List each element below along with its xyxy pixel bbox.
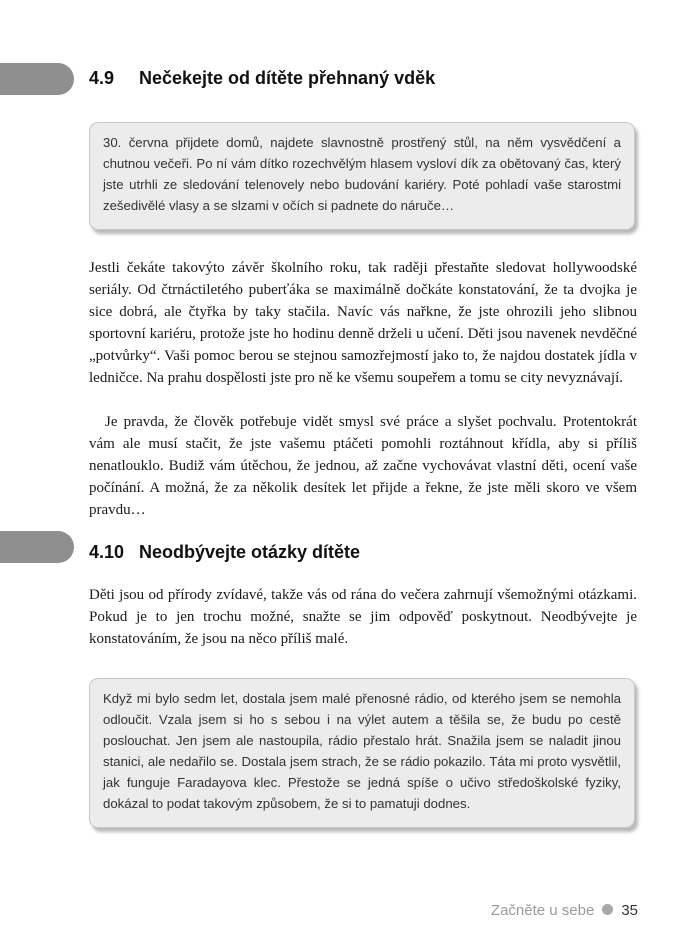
body-paragraph: Jestli čekáte takovýto závěr školního roku, tak raději přestaňte sledovat hollywoodské seriály. Od čtrnáctiletého puberťáka se maximálně dočkáte konstatování, že ta dvojka je sice dobrá, ale čtyřka by taky stačila. Navíc vás nařkne, že jste ohrozili jeho slibnou sportovní kariéru, protože jste ho hodinu denně drželi u učení. Děti jsou navenek nevděčné „potvůrky“. Vaši pomoc berou se stejnou samozřejmostí jako to, že najdou dostatek jídla v ledničce. Na prahu dospělosti jste pro ně ke všemu soupeřem a tomu se city nevyznávají. [89, 260, 637, 386]
section-title: Nečekejte od dítěte přehnaný vděk [139, 68, 436, 88]
example-box-text: 30. června přijdete domů, najdete slavnostně prostřený stůl, na něm vysvědčení a chutnou večeři. Po ní vám dítko rozechvělým hlasem vysloví dík za obětovaný čas, který jste utrhli ze sledování telenovely nebo budování kariéry. Poté pohladí vaše starostmi zešedivělé vlasy a se slzami v očích si padnete do náruče… [103, 135, 621, 213]
section-number: 4.10 [89, 542, 125, 562]
example-box [89, 678, 635, 828]
section-tab-marker [0, 531, 74, 563]
section-title: Neodbývejte otázky dítěte [139, 542, 361, 562]
example-box [89, 122, 635, 230]
section-number: 4.9 [89, 68, 115, 88]
running-title: Začněte u sebe [490, 902, 595, 919]
body-paragraph: Je pravda, že člověk potřebuje vidět smysl své práce a slyšet pochvalu. Protentokrát vám ale musí stačit, že jste vašemu ptáčeti pomohli roztáhnout křídla, aby si příliš nenatlouklo. Budiž vám útěchou, že jednou, až začne vychovávat vlastní děti, ocení vaše počínání. A možná, že za několik desítek let přijde a řekne, že jste měli skoro ve všem pravdu… [89, 414, 637, 518]
section-tab-marker [0, 63, 74, 95]
section-heading [89, 68, 435, 89]
page-footer [491, 902, 638, 919]
page-number: 35 [621, 902, 638, 919]
bullet-dot-icon [602, 904, 613, 915]
example-box-text: Když mi bylo sedm let, dostala jsem malé přenosné rádio, od kterého jsem se nemohla odloučit. Vzala jsem si ho s sebou i na výlet autem a těšila se, že budu po cestě poslouchat. Jen jsem ale nastoupila, rádio přestalo hrát. Snažila jsem se naladit jinou stanici, ale nedařilo se. Dostala jsem strach, že se rádio pokazilo. Táta mi proto vysvětlil, jak funguje Faradayova klec. Přestože se jedná spíše o učivo středoškolské fyziky, dokázal to podat takovým způsobem, že si to pamatuji dodnes. [103, 691, 621, 811]
body-paragraph: Děti jsou od přírody zvídavé, takže vás od rána do večera zahrnují všemožnými otázkami. Pokud je to jen trochu možné, snažte se jim odpověď poskytnout. Neodbývejte je konstatováním, že jsou na něco příliš malé. [89, 587, 637, 647]
section-heading [89, 542, 360, 563]
